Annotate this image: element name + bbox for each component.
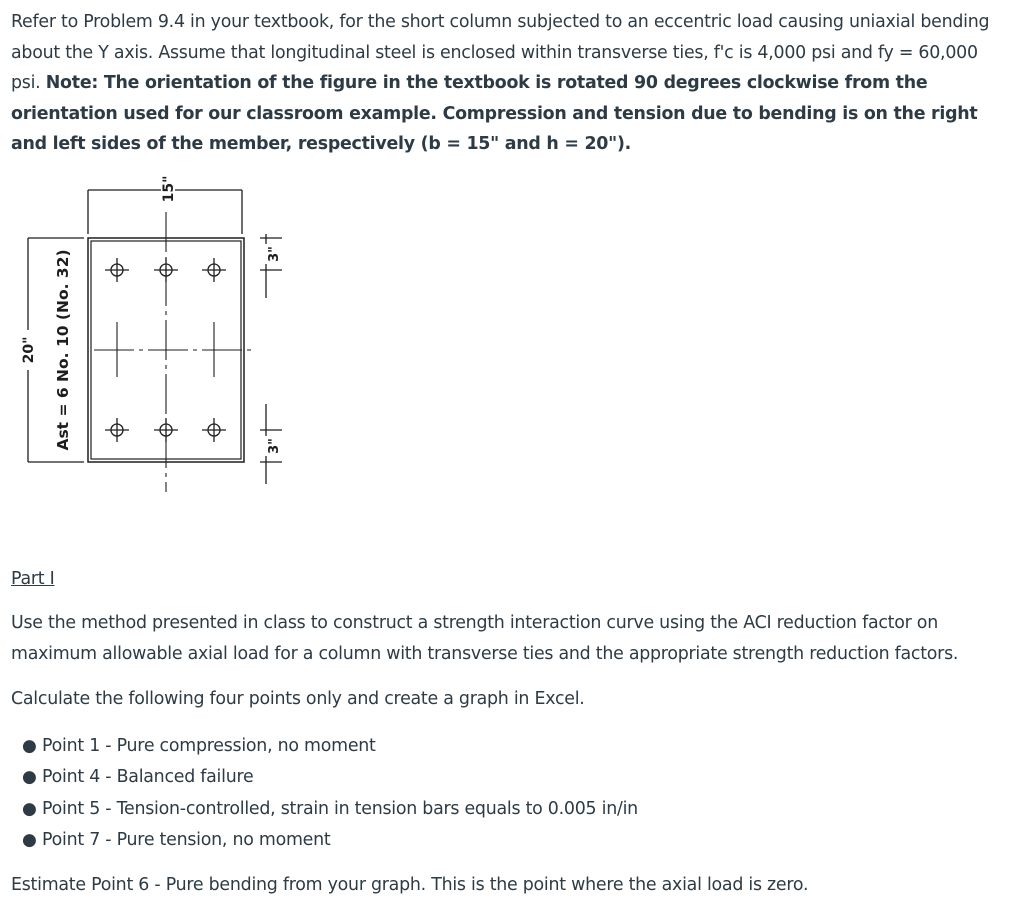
steel-area-label: Ast = 6 No. 10 (No. 32)	[54, 249, 72, 451]
problem-statement-text: Refer to Problem 9.4 in your textbook, for the short column subjected to an eccentric load causing uniaxial bending about the Y axis. Assume that longitudinal steel is enclosed within transverse ties, f'c is 4,000 psi and fy = 60,000 psi.	[11, 12, 990, 93]
instruction-paragraph: Use the method presented in class to construct a strength interaction curve using the ACI reduction factor on maximum allowable axial load for a column with transverse ties and the appropriate strength reduction factors.	[11, 613, 959, 664]
point-text: Point 5 - Tension-controlled, strain in tension bars equals to 0.005 in/in	[42, 798, 638, 819]
bullet-icon: ●	[22, 767, 37, 788]
list-item	[11, 762, 638, 793]
cover-bottom-label: 3"	[267, 438, 282, 454]
point-text: Point 4 - Balanced failure	[42, 767, 254, 788]
rebar	[105, 418, 129, 442]
points-list	[11, 731, 638, 856]
column-cross-section-diagram	[20, 172, 300, 502]
height-label: 20"	[21, 336, 37, 364]
point-text: Point 1 - Pure compression, no moment	[42, 736, 376, 756]
bullet-icon: ●	[22, 798, 37, 819]
calculation-instruction: Calculate the following four points only and create a graph in Excel.	[11, 689, 585, 709]
list-item	[11, 731, 638, 762]
rebar	[202, 418, 226, 442]
list-item	[11, 794, 638, 825]
bullet-icon: ●	[22, 829, 37, 850]
rebar	[202, 258, 226, 282]
centerlines	[94, 212, 252, 492]
list-item	[11, 825, 638, 856]
width-label: 15"	[161, 175, 177, 203]
point-text: Point 7 - Pure tension, no moment	[42, 829, 331, 850]
estimate-paragraph: Estimate Point 6 - Pure bending from your graph. This is the point where the axial load is zero.	[11, 875, 809, 895]
problem-note: Note: The orientation of the figure in the textbook is rotated 90 degrees clockwise from the orientation used for our classroom example. Compression and tension due to bending is on the right and left sides of the member, respectively (b = 15" and h = 20").	[11, 73, 978, 154]
part-title: Part I	[11, 569, 55, 589]
cover-top-label: 3"	[267, 246, 282, 262]
column-section-figure	[20, 172, 300, 502]
problem-statement	[11, 7, 1011, 160]
bullet-icon: ●	[22, 736, 37, 756]
rebar	[105, 258, 129, 282]
rebar	[154, 258, 178, 282]
rebar	[154, 418, 178, 442]
